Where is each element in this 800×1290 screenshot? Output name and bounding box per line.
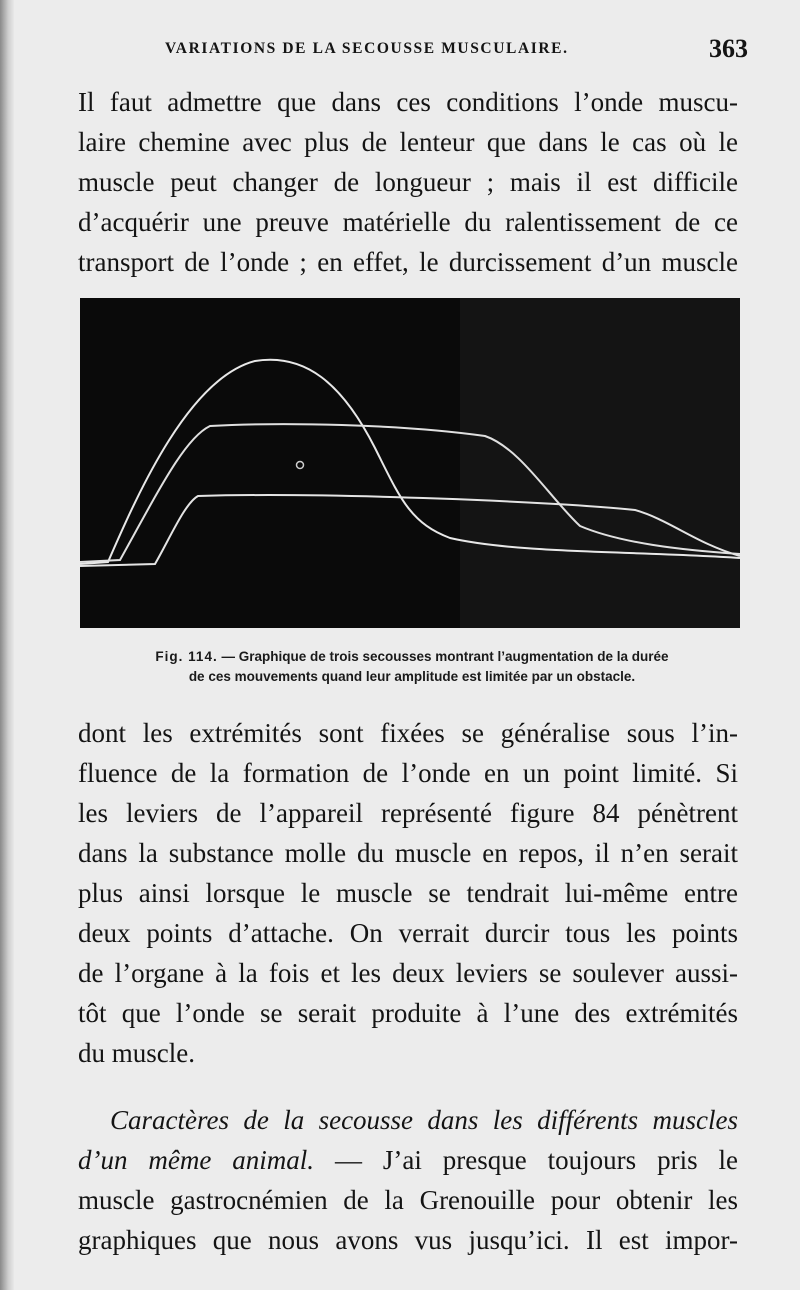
page-header bbox=[165, 34, 748, 68]
text-line bbox=[78, 1140, 738, 1180]
caption-line-1 bbox=[112, 647, 712, 667]
figure-caption bbox=[112, 647, 712, 687]
text-line: transport de l’onde ; en effet, le durcissement d’un muscle bbox=[78, 247, 738, 277]
text-line: de l’organe à la fois et les deux leviers se soulever aussi- bbox=[78, 958, 738, 988]
text-line: fluence de la formation de l’onde en un point limité. Si bbox=[78, 758, 738, 788]
text-line: Il faut admettre que dans ces conditions l’onde muscu- bbox=[78, 87, 738, 117]
figure-label: Fig. 114. bbox=[155, 649, 218, 664]
text-line: laire chemine avec plus de lenteur que dans le cas où le bbox=[78, 127, 738, 157]
page-binding-edge bbox=[0, 0, 14, 1290]
text-line: plus ainsi lorsque le muscle se tendrait lui-même entre bbox=[78, 878, 738, 908]
paragraph-2 bbox=[78, 713, 738, 1073]
caption-line-2: de ces mouvements quand leur amplitude est limitée par un obstacle. bbox=[188, 669, 636, 684]
text-run: — J’ai presque toujours pris le bbox=[314, 1145, 738, 1175]
running-title: VARIATIONS DE LA SECOUSSE MUSCULAIRE. bbox=[165, 40, 569, 57]
paragraph-3 bbox=[78, 1100, 738, 1260]
text-line: d’acquérir une preuve matérielle du ralentissement de ce bbox=[78, 207, 738, 237]
text-line: muscle gastrocnémien de la Grenouille pour obtenir les bbox=[78, 1185, 738, 1215]
figure-114-graph bbox=[80, 298, 740, 628]
section-heading: Caractères de la secousse dans les différents muscles bbox=[110, 1105, 738, 1135]
caption-text-1: — Graphique de trois secousses montrant l’augmentation de la durée bbox=[221, 649, 669, 664]
text-line: du muscle. bbox=[78, 1038, 195, 1068]
text-line: deux points d’attache. On verrait durcir tous les points bbox=[78, 918, 738, 948]
text-line: dans la substance molle du muscle en repos, il n’en serait bbox=[78, 838, 738, 868]
text-line: tôt que l’onde se serait produite à l’une des extrémités bbox=[78, 998, 738, 1028]
text-line: graphiques que nous avons vus jusqu’ici. Il est impor- bbox=[78, 1225, 738, 1255]
myograph-tracings bbox=[80, 298, 740, 628]
page-number: 363 bbox=[709, 34, 748, 63]
section-heading-end: d’un même animal. bbox=[78, 1145, 315, 1175]
paragraph-1 bbox=[78, 82, 738, 282]
text-line: les leviers de l’appareil représenté figure 84 pénètrent bbox=[78, 798, 738, 828]
text-line: muscle peut changer de longueur ; mais il est difficile bbox=[78, 167, 738, 197]
text-line: dont les extrémités sont fixées se généralise sous l’in- bbox=[78, 718, 738, 748]
